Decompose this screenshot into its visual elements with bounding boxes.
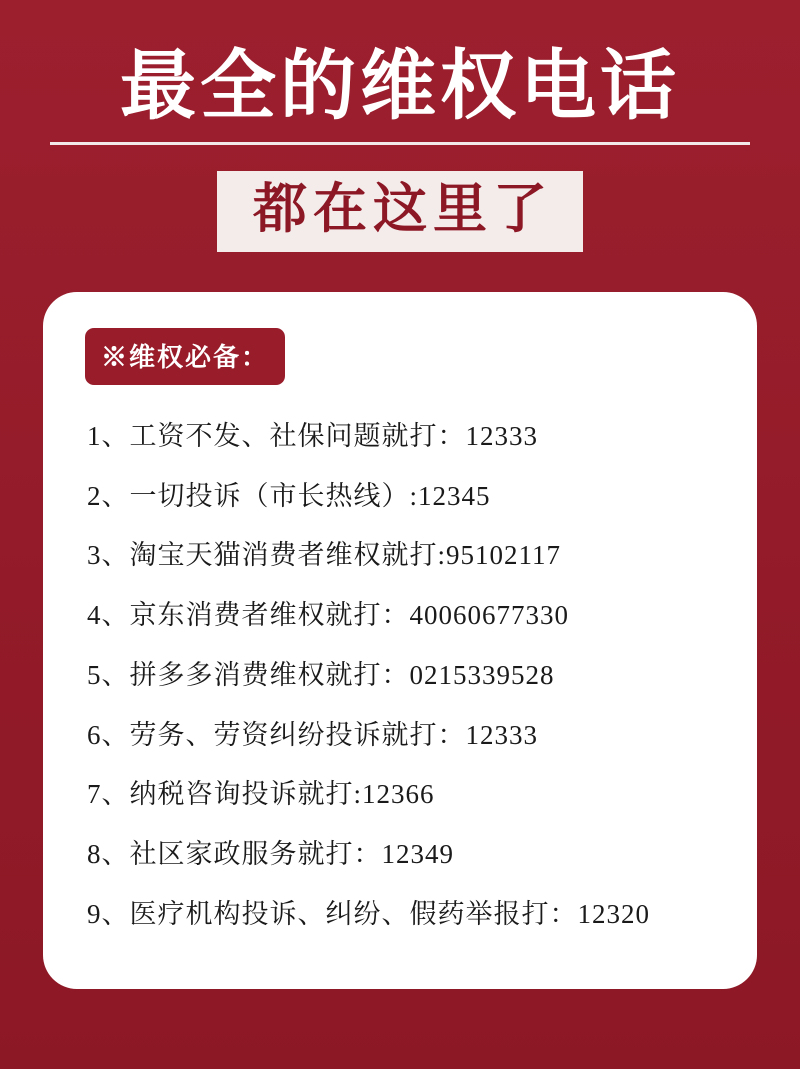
list-item: 6、劳务、劳资纠纷投诉就打：12333 (87, 719, 538, 750)
list-item: 8、社区家政服务就打：12349 (87, 839, 454, 870)
page-title: 最全的维权电话 (120, 45, 680, 129)
info-card (43, 292, 757, 989)
list-item: 7、纳税咨询投诉就打:12366 (87, 779, 435, 810)
page-subtitle: 都在这里了 (217, 171, 583, 252)
title-divider (50, 142, 750, 145)
hotline-list (77, 407, 723, 945)
list-item: 2、一切投诉（市长热线）:12345 (87, 480, 491, 511)
list-item: 4、京东消费者维权就打：40060677330 (87, 600, 569, 631)
list-item: 9、医疗机构投诉、纠纷、假药举报打：12320 (87, 898, 650, 929)
status-badge: ※维权必备： (85, 328, 285, 385)
list-item: 5、拼多多消费维权就打：0215339528 (87, 659, 555, 690)
list-item: 1、工资不发、社保问题就打：12333 (87, 420, 538, 451)
list-item: 3、淘宝天猫消费者维权就打:95102117 (87, 540, 561, 571)
title-block (35, 46, 765, 252)
